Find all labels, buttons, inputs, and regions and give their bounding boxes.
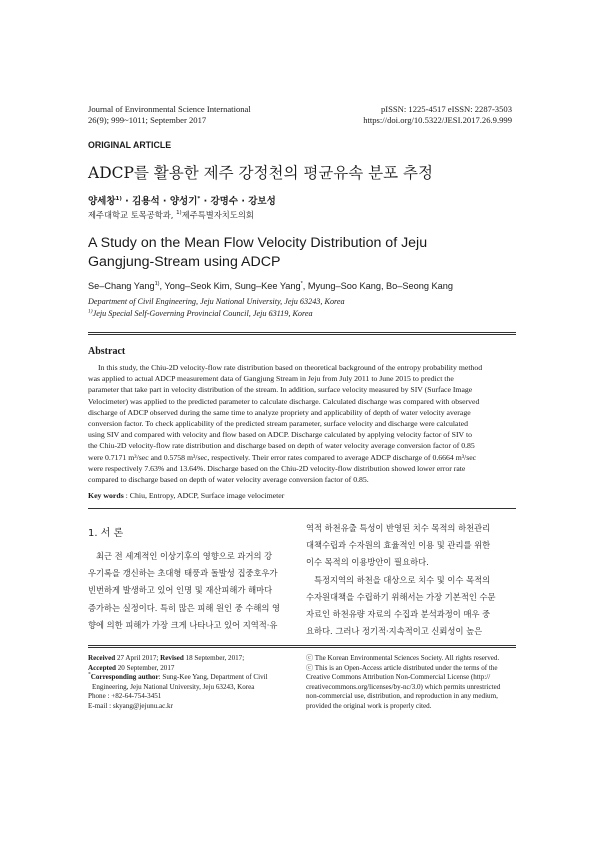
authors-en-end: , Myung–Soo Kang, Bo–Seong Kang	[302, 281, 453, 291]
divider-footer-thin	[88, 647, 516, 648]
body-line: 역적 하천유출 특성이 반영된 치수 목적의 하천관리	[306, 523, 491, 533]
license-line: ⓒ The Korean Environmental Sciences Society. All rights reserved.	[306, 654, 500, 662]
title-korean: ADCP를 활용한 제주 강정천의 평균유속 분포 추정	[88, 164, 433, 182]
body-line: 특정지역의 하천을 대상으로 치수 및 이수 목적의	[314, 574, 491, 585]
footer-license	[306, 654, 518, 712]
keywords-label: Key words	[88, 491, 124, 500]
dates-line-1	[88, 654, 298, 664]
license-line: Creative Commons Attribution Non-Commercial License (http://	[306, 673, 491, 682]
affil-ko-1: 제주대학교 토목공학과,	[88, 210, 177, 220]
left-column	[88, 548, 295, 634]
article-type: ORIGINAL ARTICLE	[88, 140, 172, 150]
authors-ko-end: · 강명수 · 강보성	[200, 196, 276, 207]
body-line: 자료인 하천유량 자료의 수집과 분석과정이 매우 중	[306, 609, 491, 620]
divider-abstract	[88, 508, 516, 509]
author-en-corr-mark: *	[300, 280, 303, 287]
abstract-line: In this study, the Chiu-2D velocity-flow rate distribution based on theoretical background of the entropy probability method	[98, 363, 483, 372]
corresponding-mark: *	[197, 195, 201, 202]
corresponding-line-1	[88, 673, 298, 683]
abstract-line: the Chiu-2D velocity-flow rate distribution and discharge based on depth of water velocity average conversion factor of 0.85	[88, 441, 475, 451]
license-line: creativecommons.org/licenses/by-nc/3.0) which permits unrestricted	[306, 682, 501, 691]
body-line: 최근 전 세계적인 이상기후의 영향으로 과거의 강	[96, 551, 273, 561]
corresponding-label: Corresponding author	[90, 673, 159, 682]
authors-english	[88, 281, 453, 291]
accepted-label: Accepted	[88, 663, 116, 672]
license-line: ⓒ This is an Open-Access article distributed under the terms of the	[306, 663, 498, 672]
received-date: 27 April 2017;	[115, 654, 161, 662]
email: E-mail : skyang@jejunu.ac.kr	[88, 701, 173, 710]
revised-date: 18 September, 2017;	[183, 654, 245, 662]
body-line: 증가하는 실정이다. 특히 많은 피해 원인 중 수해의 영	[88, 602, 281, 613]
affil-ko-mark: 1)	[176, 210, 182, 217]
author-ko-1-mark: 1)	[115, 195, 122, 202]
body-line: 수자원대책을 수립하기 위해서는 가장 기본적인 수문	[306, 591, 496, 602]
abstract-heading: Abstract	[88, 346, 126, 357]
keywords	[88, 491, 284, 500]
body-line: 향에 의한 피해가 가장 크게 나타나고 있어 지역적·유	[88, 619, 278, 630]
abstract-line: Velocimeter) was applied to the predicted parameter to calculate discharge. Calculated discharge was compared with observed	[88, 396, 480, 406]
abstract-line: were respectively 7.63% and 13.64%. Discharge based on the Chiu-2D velocity-flow distribution showed lower error rate	[88, 463, 466, 473]
body-line: 빈번하게 발생하고 있어 인명 및 재산피해가 해마다	[88, 585, 273, 596]
license-line: non-commercial use, distribution, and reproduction in any medium,	[306, 692, 498, 701]
affil-ko-2: 제주특별자치도의회	[181, 210, 254, 220]
affil-en-mark: 1)	[88, 308, 93, 315]
journal-volume: 26(9); 999~1011; September 2017	[88, 115, 207, 125]
corresponding-line-2: Engineering, Jeju National University, Jeju 63243, Korea	[92, 682, 255, 691]
body-line: 우기록을 갱신하는 초대형 태풍과 돌발성 집중호우가	[88, 568, 278, 579]
section-heading-introduction: 1. 서 론	[88, 528, 124, 539]
revised-label: Revised	[160, 654, 184, 662]
authors-korean	[88, 193, 276, 207]
footer-article-info	[88, 654, 298, 712]
divider-footer	[88, 645, 516, 646]
divider-top-thin	[88, 334, 516, 335]
body-line: 요하다. 그러나 정기적·지속적이고 신뢰성이 높은	[306, 626, 483, 637]
abstract-line: compared to discharge based on depth of water velocity average conversion factor of 0.85.	[88, 475, 369, 485]
divider-top	[88, 332, 516, 333]
author-en-1: Se–Chang Yang	[88, 281, 155, 291]
title-english-line2: Gangjung-Stream using ADCP	[88, 254, 281, 270]
abstract-line: was applied to actual ADCP measurement data of Gangjung Stream in Jeju from July 2011 to June 2015 to predict the	[88, 374, 454, 384]
author-ko-1: 양세창	[88, 196, 116, 207]
abstract-line: were 0.7171 m³/sec and 0.5758 m³/sec, respectively. Their error rates compared to average ADCP discharge of 0.6664 m³/sec	[88, 452, 477, 462]
authors-ko-middle: · 김용석 · 양성기	[121, 196, 198, 207]
affiliation-korean	[88, 209, 254, 221]
title-english-line1: A Study on the Mean Flow Velocity Distribution of Jeju	[88, 235, 428, 251]
accepted-date: 20 September, 2017	[115, 663, 175, 672]
affil-en-2-text: Jeju Special Self-Governing Provincial Council, Jeju 63119, Korea	[92, 309, 313, 318]
received-label: Received	[88, 654, 116, 662]
body-line: 이수 목적의 이용방안이 필요하다.	[306, 557, 429, 568]
right-column	[306, 520, 516, 640]
keywords-text: : Chiu, Entropy, ADCP, Surface image velocimeter	[123, 491, 285, 500]
authors-en-middle: , Yong–Seok Kim, Sung–Kee Yang	[159, 281, 301, 291]
abstract-line: parameter that take part in velocity distribution of the stream. In addition, surface velocity measured by SIV (Surface Image	[88, 385, 473, 395]
abstract-body	[88, 362, 516, 485]
corresponding-star: *	[88, 671, 91, 678]
journal-issn: pISSN: 1225-4517 eISSN: 2287-3503	[380, 104, 512, 114]
abstract-line: discharge of ADCP observed during the same time to analyze propriety and applicability of depth of water velocity average	[88, 407, 471, 417]
phone: Phone : +82-64-754-3451	[88, 692, 162, 701]
corresponding-text: : Sung-Kee Yang, Department of Civil	[158, 673, 268, 682]
abstract-line: conversion factor. To check applicability of the predicted stream parameter, surface velocity and discharge were calculated	[88, 419, 468, 429]
affiliation-english-2	[88, 309, 313, 318]
journal-name: Journal of Environmental Science International	[88, 104, 251, 114]
affiliation-english-1: Department of Civil Engineering, Jeju National University, Jeju 63243, Korea	[88, 297, 345, 306]
abstract-line: using SIV and compared with velocity and flow based on ADCP. Discharge calculated by applying velocity factor of SIV to	[88, 430, 472, 440]
license-line: provided the original work is properly cited.	[306, 701, 432, 710]
dates-line-2	[88, 664, 298, 674]
body-line: 대책수립과 수자원의 효율적인 이용 및 관리를 위한	[306, 540, 491, 551]
author-en-1-mark: 1)	[154, 280, 160, 287]
journal-doi: https://doi.org/10.5322/JESI.2017.26.9.999	[363, 115, 512, 125]
